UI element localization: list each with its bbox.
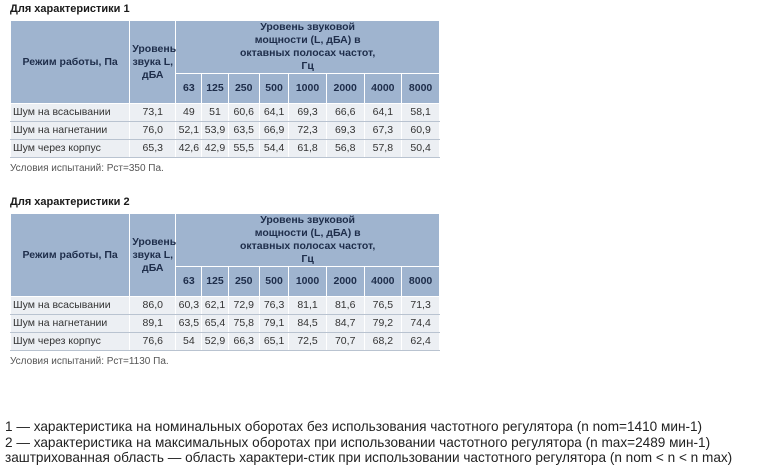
cell: 52,9 xyxy=(202,333,228,351)
header-freq: 125 xyxy=(202,267,228,297)
cell: 49 xyxy=(176,104,202,122)
cell: 72,9 xyxy=(228,297,259,315)
test-conditions-note: Условия испытаний: Рст=1130 Па. xyxy=(10,356,169,367)
noise-table xyxy=(10,213,440,351)
cell: 75,8 xyxy=(228,315,259,333)
cell: 61,8 xyxy=(289,140,327,158)
cell: 63,5 xyxy=(228,122,259,140)
cell: 65,4 xyxy=(202,315,228,333)
header-freq: 4000 xyxy=(364,267,402,297)
cell: 60,3 xyxy=(176,297,202,315)
header-freq: 250 xyxy=(228,267,259,297)
header-mode: Режим работы, Па xyxy=(11,214,130,297)
cell: 62,4 xyxy=(402,333,440,351)
cell: 64,1 xyxy=(364,104,402,122)
table-row xyxy=(11,140,440,158)
footnote: 1 — характеристика на номинальных оборотах без использования частотного регулятора (n nom=1410 мин-1) xyxy=(5,419,703,434)
cell: 67,3 xyxy=(364,122,402,140)
header-freq: 8000 xyxy=(402,74,440,104)
header-freq: 1000 xyxy=(289,267,327,297)
cell: 66,6 xyxy=(326,104,364,122)
cell: 42,9 xyxy=(202,140,228,158)
header-sound-level: Уровень звука L, дБА xyxy=(130,21,176,104)
cell: 60,6 xyxy=(228,104,259,122)
header-freq: 2000 xyxy=(326,267,364,297)
cell: 62,1 xyxy=(202,297,228,315)
cell: 79,2 xyxy=(364,315,402,333)
header-freq: 250 xyxy=(228,74,259,104)
cell: 69,3 xyxy=(289,104,327,122)
row-label: Шум на нагнетании xyxy=(11,315,130,333)
cell: 42,6 xyxy=(176,140,202,158)
cell-level: 89,1 xyxy=(130,315,176,333)
cell: 53,9 xyxy=(202,122,228,140)
table-title: Для характеристики 2 xyxy=(10,196,130,208)
footnote: заштрихованная область — область характери-стик при использовании частотного регулятора (n nom < n < n max) xyxy=(5,450,733,465)
test-conditions-note: Условия испытаний: Рст=350 Па. xyxy=(10,163,164,174)
cell: 84,5 xyxy=(289,315,327,333)
table-row xyxy=(11,122,440,140)
footnote: 2 — характеристика на максимальных оборотах при использовании частотного регулятора (n max=2489 мин-1) xyxy=(5,434,711,450)
cell: 50,4 xyxy=(402,140,440,158)
cell-level: 65,3 xyxy=(130,140,176,158)
cell: 70,7 xyxy=(326,333,364,351)
header-freq: 4000 xyxy=(364,74,402,104)
cell: 54 xyxy=(176,333,202,351)
table-block-1 xyxy=(10,3,440,175)
cell: 52,1 xyxy=(176,122,202,140)
header-sound-level: Уровень звука L, дБА xyxy=(130,214,176,297)
cell: 74,4 xyxy=(402,315,440,333)
cell: 58,1 xyxy=(402,104,440,122)
header-power-group: Уровень звуковой мощности (L, дБА) в октавных полосах частот, Гц xyxy=(176,21,440,74)
table-row xyxy=(11,315,440,333)
cell: 60,9 xyxy=(402,122,440,140)
cell-level: 73,1 xyxy=(130,104,176,122)
header-freq: 500 xyxy=(259,267,288,297)
cell: 66,3 xyxy=(228,333,259,351)
cell: 81,6 xyxy=(326,297,364,315)
header-power-group: Уровень звуковой мощности (L, дБА) в октавных полосах частот, Гц xyxy=(176,214,440,267)
cell: 57,8 xyxy=(364,140,402,158)
cell-level: 76,0 xyxy=(130,122,176,140)
noise-table xyxy=(10,20,440,158)
cell: 79,1 xyxy=(259,315,288,333)
cell-level: 76,6 xyxy=(130,333,176,351)
header-freq: 8000 xyxy=(402,267,440,297)
row-label: Шум через корпус xyxy=(11,333,130,351)
cell: 84,7 xyxy=(326,315,364,333)
header-freq: 63 xyxy=(176,74,202,104)
row-label: Шум на всасывании xyxy=(11,297,130,315)
cell: 55,5 xyxy=(228,140,259,158)
table-row xyxy=(11,104,440,122)
cell-level: 86,0 xyxy=(130,297,176,315)
row-label: Шум через корпус xyxy=(11,140,130,158)
cell: 65,1 xyxy=(259,333,288,351)
header-freq: 2000 xyxy=(326,74,364,104)
cell: 81,1 xyxy=(289,297,327,315)
cell: 56,8 xyxy=(326,140,364,158)
header-mode: Режим работы, Па xyxy=(11,21,130,104)
cell: 72,3 xyxy=(289,122,327,140)
cell: 76,3 xyxy=(259,297,288,315)
cell: 71,3 xyxy=(402,297,440,315)
table-row xyxy=(11,297,440,315)
cell: 66,9 xyxy=(259,122,288,140)
header-freq: 500 xyxy=(259,74,288,104)
row-label: Шум на всасывании xyxy=(11,104,130,122)
cell: 54,4 xyxy=(259,140,288,158)
header-freq: 63 xyxy=(176,267,202,297)
header-freq: 125 xyxy=(202,74,228,104)
header-freq: 1000 xyxy=(289,74,327,104)
cell: 76,5 xyxy=(364,297,402,315)
cell: 64,1 xyxy=(259,104,288,122)
cell: 63,5 xyxy=(176,315,202,333)
cell: 69,3 xyxy=(326,122,364,140)
table-row xyxy=(11,333,440,351)
row-label: Шум на нагнетании xyxy=(11,122,130,140)
table-title: Для характеристики 1 xyxy=(10,3,130,15)
table-block-2 xyxy=(10,196,440,368)
cell: 72,5 xyxy=(289,333,327,351)
footnotes xyxy=(5,419,732,466)
cell: 51 xyxy=(202,104,228,122)
cell: 68,2 xyxy=(364,333,402,351)
